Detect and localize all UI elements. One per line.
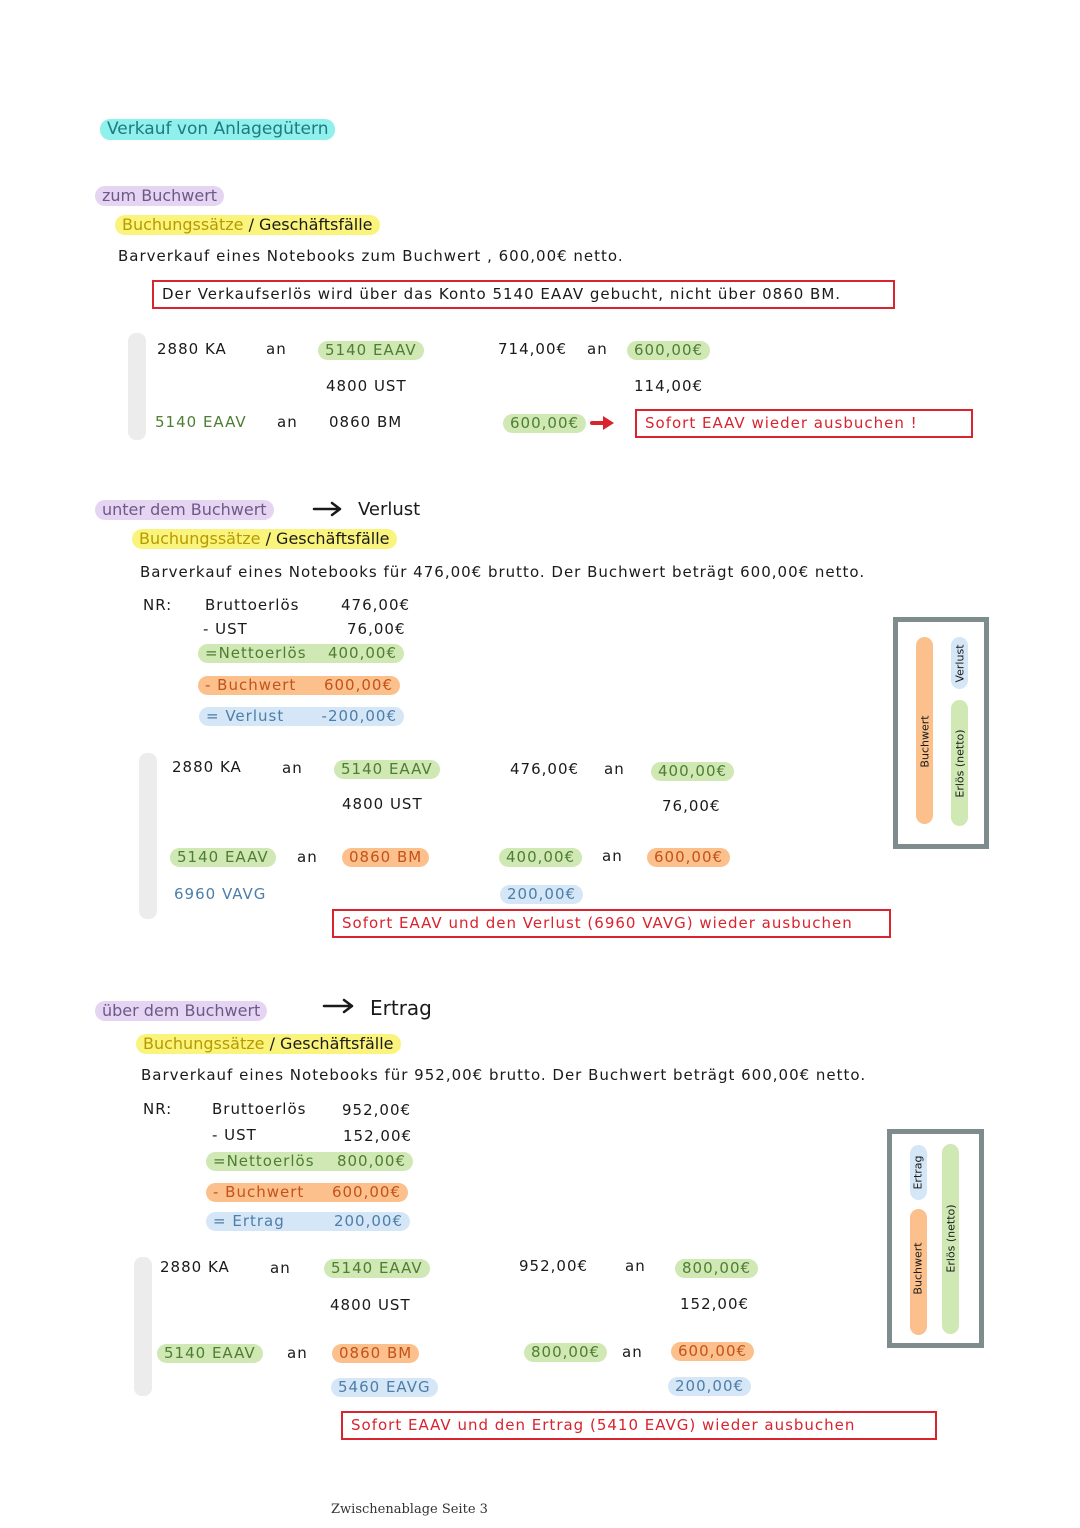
arrow-right-icon xyxy=(590,415,616,431)
credit-amount: 600,00€ xyxy=(647,848,730,867)
callout-box: Sofort EAAV und den Verlust (6960 VAVG) wieder ausbuchen xyxy=(332,909,891,938)
an-label: an xyxy=(625,1257,646,1275)
nr-row-verlust: = Verlust -200,00€ xyxy=(199,707,404,726)
nr-row-value: 76,00€ xyxy=(347,620,406,638)
journal-bracket xyxy=(139,753,157,919)
an-label: an xyxy=(270,1259,291,1277)
diagram-box xyxy=(887,1129,984,1348)
credit-account: 0860 BM xyxy=(332,1344,419,1363)
an-label: an xyxy=(287,1344,308,1362)
debit-account: 2880 KA xyxy=(172,758,242,776)
an-label: an xyxy=(622,1343,643,1361)
an-label: an xyxy=(604,760,625,778)
credit-account: 5140 EAAV xyxy=(324,1259,430,1278)
credit-amount: 600,00€ xyxy=(671,1342,754,1361)
credit-amount: 800,00€ xyxy=(675,1259,758,1278)
debit-account: 5140 EAAV xyxy=(155,413,247,431)
note-box: Der Verkaufserlös wird über das Konto 5140 EAAV gebucht, nicht über 0860 BM. xyxy=(152,280,895,309)
debit-account: 5140 EAAV xyxy=(170,848,276,867)
section-heading-unter-dem-buchwert: unter dem Buchwert xyxy=(95,500,274,520)
footer-text: Zwischenablage Seite 3 xyxy=(331,1502,488,1517)
page-title: Verkauf von Anlagegütern xyxy=(100,119,335,140)
callout-box: Sofort EAAV wieder ausbuchen ! xyxy=(635,409,973,438)
amount: 400,00€ xyxy=(499,848,582,867)
amount: 200,00€ xyxy=(500,885,583,904)
debit-account: 6960 VAVG xyxy=(174,885,267,903)
credit-account: 5140 EAAV xyxy=(318,341,424,360)
credit-amount: 76,00€ xyxy=(662,797,721,815)
nr-row-buchwert: - Buchwert 600,00€ xyxy=(206,1183,408,1202)
nr-row-value: 476,00€ xyxy=(341,596,411,614)
diagram-label: Erlös (netto) xyxy=(953,729,967,798)
credit-account: 0860 BM xyxy=(329,413,403,431)
nr-label: NR: xyxy=(143,1100,173,1118)
arrow-right-icon xyxy=(322,998,356,1014)
an-label: an xyxy=(602,847,623,865)
callout-box: Sofort EAAV und den Ertrag (5410 EAVG) wieder ausbuchen xyxy=(341,1411,937,1440)
nr-label: NR: xyxy=(143,596,173,614)
credit-account: 5140 EAAV xyxy=(334,760,440,779)
amount: 714,00€ xyxy=(498,340,568,358)
an-label: an xyxy=(277,413,298,431)
nr-row-label: Bruttoerlös xyxy=(212,1100,307,1118)
diagram-box xyxy=(893,617,989,849)
credit-amount: 152,00€ xyxy=(680,1295,750,1313)
section-heading-ueber-dem-buchwert: über dem Buchwert xyxy=(95,1001,267,1021)
nr-row-nettoerloes: =Nettoerlös 800,00€ xyxy=(206,1152,413,1171)
subheading-buchungssaetze: Buchungssätze / Geschäftsfälle xyxy=(136,1034,401,1054)
nr-row-label: Bruttoerlös xyxy=(205,596,300,614)
debit-account: 2880 KA xyxy=(160,1258,230,1276)
result-label: Ertrag xyxy=(370,996,432,1020)
credit-amount: 400,00€ xyxy=(651,762,734,781)
diagram-label: Buchwert xyxy=(918,715,932,768)
amount: 952,00€ xyxy=(519,1257,589,1275)
nr-row-nettoerloes: =Nettoerlös 400,00€ xyxy=(198,644,404,663)
credit-amount: 114,00€ xyxy=(634,377,704,395)
subheading-buchungssaetze: Buchungssätze / Geschäftsfälle xyxy=(115,215,380,235)
amount: 800,00€ xyxy=(524,1343,607,1362)
case-text: Barverkauf eines Notebooks zum Buchwert , 600,00€ netto. xyxy=(118,247,624,265)
nr-row-label: - UST xyxy=(212,1126,257,1144)
result-label: Verlust xyxy=(358,499,421,520)
nr-row-buchwert: - Buchwert 600,00€ xyxy=(198,676,400,695)
nr-row-label: - UST xyxy=(203,620,248,638)
nr-row-value: 152,00€ xyxy=(343,1127,413,1145)
credit-amount: 200,00€ xyxy=(668,1377,751,1396)
credit-account: 0860 BM xyxy=(342,848,429,867)
diagram-label: Buchwert xyxy=(911,1242,925,1295)
credit-account: 4800 UST xyxy=(342,795,423,813)
amount: 600,00€ xyxy=(503,414,586,433)
credit-account: 5460 EAVG xyxy=(331,1378,438,1397)
amount: 476,00€ xyxy=(510,760,580,778)
debit-account: 2880 KA xyxy=(157,340,227,358)
case-text: Barverkauf eines Notebooks für 476,00€ brutto. Der Buchwert beträgt 600,00€ netto. xyxy=(140,563,866,581)
credit-amount: 600,00€ xyxy=(627,341,710,360)
an-label: an xyxy=(297,848,318,866)
credit-account: 4800 UST xyxy=(330,1296,411,1314)
section-heading-zum-buchwert: zum Buchwert xyxy=(95,186,224,206)
diagram-label: Erlös (netto) xyxy=(944,1204,958,1273)
diagram-label: Ertrag xyxy=(911,1155,925,1190)
case-text: Barverkauf eines Notebooks für 952,00€ brutto. Der Buchwert beträgt 600,00€ netto. xyxy=(141,1066,867,1084)
an-label: an xyxy=(282,759,303,777)
journal-bracket xyxy=(134,1257,152,1396)
subheading-buchungssaetze: Buchungssätze / Geschäftsfälle xyxy=(132,529,397,549)
debit-account: 5140 EAAV xyxy=(157,1344,263,1363)
arrow-right-icon xyxy=(312,501,344,517)
diagram-label: Verlust xyxy=(953,644,967,683)
nr-row-ertrag: = Ertrag 200,00€ xyxy=(206,1212,410,1231)
credit-account: 4800 UST xyxy=(326,377,407,395)
an-label: an xyxy=(587,340,608,358)
an-label: an xyxy=(266,340,287,358)
nr-row-value: 952,00€ xyxy=(342,1101,412,1119)
journal-bracket xyxy=(128,333,146,440)
